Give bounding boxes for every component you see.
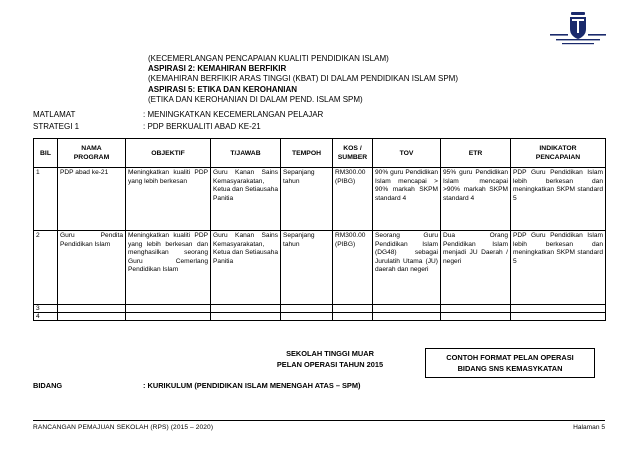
cell-objektif [126, 305, 211, 313]
cell-bil: 3 [34, 305, 58, 313]
cell-tempoh: Sepanjang tahun [281, 231, 333, 305]
cell-program: PDP abad ke-21 [58, 168, 126, 231]
strategi-value: : PDP BERKUALITI ABAD KE-21 [143, 122, 261, 131]
header-objektif: OBJEKTIF [126, 139, 211, 168]
cell-etr [441, 313, 511, 321]
intro-line: (ETIKA DAN KEROHANIAN DI DALAM PEND. ISLAM SPM) [148, 94, 363, 104]
table-row [34, 313, 606, 321]
cell-bil: 4 [34, 313, 58, 321]
cell-tov: 90% guru Pendidikan Islam mencapai > 90% markah SKPM standard 4 [373, 168, 441, 231]
cell-tov [373, 313, 441, 321]
table-row [34, 231, 606, 305]
cell-objektif [126, 313, 211, 321]
cell-tov: Seorang Guru Pendidikan Islam (DG48) sebagai Jurulatih Utama (JU) daerah dan negeri [373, 231, 441, 305]
cell-tjawab [211, 313, 281, 321]
cell-objektif: Meningkatkan kualiti PDP yang lebih berkesan dan menghasilkan seorang Guru Cemerlang Pendidikan Islam [126, 231, 211, 305]
cell-bil: 1 [34, 168, 58, 231]
table-row [34, 305, 606, 313]
cell-indikator: PDP Guru Pendidikan Islam lebih berkesan dan meningkatkan SKPM standard 5 [511, 231, 606, 305]
header-bil: BIL [34, 139, 58, 168]
cell-indikator [511, 313, 606, 321]
header-etr: ETR [441, 139, 511, 168]
intro-block [148, 54, 458, 105]
header-tov: TOV [373, 139, 441, 168]
header-tjawab: T/JAWAB [211, 139, 281, 168]
cell-tempoh [281, 305, 333, 313]
footer-page-number: Halaman 5 [573, 424, 605, 431]
operation-plan-table [33, 138, 606, 321]
bidang-value: : KURIKULUM (PENDIDIKAN ISLAM MENENGAH ATAS – SPM) [143, 381, 361, 390]
cell-etr: 95% guru Pendidikan Islam mencapai >90% markah SKPM standard 4 [441, 168, 511, 231]
table-row [34, 168, 606, 231]
footer-document-title: RANCANGAN PEMAJUAN SEKOLAH (RPS) (2015 – 2020) [33, 424, 214, 431]
cell-tempoh [281, 313, 333, 321]
cell-tempoh: Sepanjang tahun [281, 168, 333, 231]
cell-tov [373, 305, 441, 313]
cell-indikator [511, 305, 606, 313]
bidang-label: BIDANG [33, 381, 63, 390]
header-indikator: INDIKATOR PENCAPAIAN [511, 139, 606, 168]
cell-kos: RM300.00 (PIBG) [333, 168, 373, 231]
plan-heading [230, 348, 430, 370]
cell-objektif: Meningkatkan kualiti PDP yang lebih berkesan [126, 168, 211, 231]
cell-indikator: PDP Guru Pendidikan Islam lebih berkesan dan meningkatkan SKPM standard 5 [511, 168, 606, 231]
footer-divider [33, 420, 605, 421]
format-box [425, 348, 595, 378]
cell-etr [441, 305, 511, 313]
cell-kos [333, 305, 373, 313]
cell-kos [333, 313, 373, 321]
intro-line: (KEMAHIRAN BERFIKIR ARAS TINGGI (KBAT) DI DALAM PENDIDIKAN ISLAM SPM) [148, 74, 458, 84]
cell-bil: 2 [34, 231, 58, 305]
header-tempoh: TEMPOH [281, 139, 333, 168]
cell-tjawab: Guru Kanan Sains Kemasyarakatan, Ketua dan Setiausaha Panitia [211, 168, 281, 231]
intro-line: (KECEMERLANGAN PENCAPAIAN KUALITI PENDIDIKAN ISLAM) [148, 54, 389, 63]
matlamat-value: : MENINGKATKAN KECEMERLANGAN PELAJAR [143, 110, 324, 119]
header-kos: KOS / SUMBER [333, 139, 373, 168]
school-name: SEKOLAH TINGGI MUAR [286, 349, 374, 358]
header-program: NAMA PROGRAM [58, 139, 126, 168]
cell-etr: Dua Orang Pendidikan Islam menjadi JU Daerah / negeri [441, 231, 511, 305]
cell-tjawab: Guru Kanan Sains Kemasyarakatan, Ketua dan Setiausaha Panitia [211, 231, 281, 305]
plan-title: PELAN OPERASI TAHUN 2015 [276, 360, 384, 369]
cell-program [58, 305, 126, 313]
cell-tjawab [211, 305, 281, 313]
cell-program: Guru Pendita Pendidikan Islam [58, 231, 126, 305]
table-header-row [34, 139, 606, 168]
school-crest-logo [548, 10, 608, 48]
format-box-line-2: BIDANG SNS KEMASYKATAN [457, 364, 563, 373]
intro-line-aspirasi-5: ASPIRASI 5: ETIKA DAN KEROHANIAN [148, 84, 298, 94]
format-box-line-1: CONTOH FORMAT PELAN OPERASI [446, 353, 574, 362]
matlamat-label: MATLAMAT [33, 110, 76, 119]
intro-line-aspirasi-2: ASPIRASI 2: KEMAHIRAN BERFIKIR [148, 64, 287, 74]
cell-program [58, 313, 126, 321]
cell-kos: RM300.00 (PIBG) [333, 231, 373, 305]
strategi-label: STRATEGI 1 [33, 122, 80, 131]
